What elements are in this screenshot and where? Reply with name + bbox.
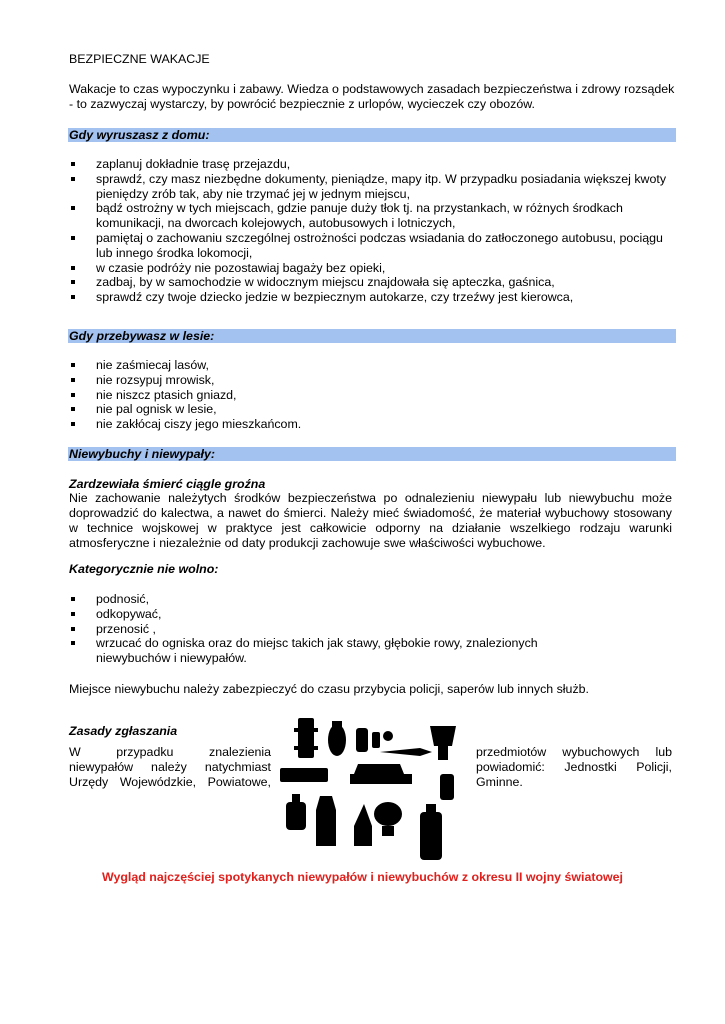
fuze-silhouette <box>383 731 393 741</box>
list-item: przenosić , <box>69 622 675 637</box>
report-right-rest: powiadomić: Jednostki Policji, Gminne. <box>476 760 672 789</box>
list-item: zaplanuj dokładnie trasę przejazdu, <box>69 157 675 172</box>
section-heading-unexploded: Niewybuchy i niewypały: <box>68 447 676 461</box>
list-item: odkopywać, <box>69 607 675 622</box>
unexploded-paragraph: Nie zachowanie należytych środków bezpieczeństwa po odnalezieniu niewypału lub niewybuchu może doprowadzić do kalectwa, a nawet do śmierci. Należy mieć świadomość, że materiał wybuchowy stosowany w technice wojskowej w praktyce jest całkowicie odporny na działanie wszelkiego rodzaju warunki atmosferyczne i niezależnie od daty produkcji zachowuje swe właściwości wybuchowe. <box>69 491 672 550</box>
report-heading: Zasady zgłaszania <box>69 724 178 738</box>
document-title: BEZPIECZNE WAKACJE <box>69 52 210 66</box>
list-item: podnosić, <box>69 592 675 607</box>
list-item: wrzucać do ogniska oraz do miejsc takich jak stawy, głębokie rowy, znalezionych niewybuchów i niewypałów. <box>69 636 675 666</box>
shell-silhouette <box>438 746 448 760</box>
section-heading-home: Gdy wyruszasz z domu: <box>68 128 676 142</box>
forest-list <box>69 358 675 432</box>
grenade-silhouette <box>372 732 380 748</box>
shell-silhouette <box>420 812 442 860</box>
home-list <box>69 157 675 305</box>
shell-silhouette <box>426 804 436 812</box>
list-item: nie niszcz ptasich gniazd, <box>69 388 675 403</box>
grenade-silhouette <box>440 774 454 800</box>
list-item: sprawdź, czy masz niezbędne dokumenty, pieniądze, mapy itp. W przypadku posiadania większej kwoty pieniędzy zrób tak, aby nie trzymać jej w jednym miejscu, <box>69 172 675 202</box>
section-heading-forest: Gdy przebywasz w lesie: <box>68 329 676 343</box>
report-text-left <box>69 745 271 790</box>
list-item: pamiętaj o zachowaniu szczególnej ostrożności podczas wsiadania do zatłoczonego autobusu, pociągu lub innego środka lokomocji, <box>69 231 675 261</box>
mine-silhouette <box>354 764 404 774</box>
bomb-silhouette <box>280 768 328 782</box>
projectile-silhouette <box>380 748 432 756</box>
list-item: nie rozsypuj mrowisk, <box>69 373 675 388</box>
forbidden-heading: Kategorycznie nie wolno: <box>69 562 219 576</box>
mine-silhouette <box>350 774 412 784</box>
shell-silhouette <box>298 718 314 758</box>
list-item: zadbaj, by w samochodzie w widocznym miejscu znajdowała się apteczka, gaśnica, <box>69 275 675 290</box>
list-item: w czasie podróży nie pozostawiaj bagaży bez opieki, <box>69 261 675 276</box>
mine-silhouette <box>332 721 342 727</box>
unexploded-subheading: Zardzewiała śmierć ciągle groźna <box>69 477 266 491</box>
list-item: bądź ostrożny w tych miejscach, gdzie panuje duży tłok tj. na przystankach, w różnych środkach komunikacji, na dworcach kolejowych, autobusowych i lotniczych, <box>69 201 675 231</box>
shell-silhouette <box>294 728 318 732</box>
report-text-right <box>476 745 672 790</box>
list-item: nie pal ognisk w lesie, <box>69 402 675 417</box>
mine-silhouette <box>328 724 346 756</box>
forbidden-list <box>69 592 675 666</box>
secure-text: Miejsce niewybuchu należy zabezpieczyć do czasu przybycia policji, saperów lub innych służb. <box>69 682 589 696</box>
list-item: sprawdź czy twoje dziecko jedzie w bezpiecznym autokarze, czy trzeźwy jest kierowca, <box>69 290 675 305</box>
shell-silhouette <box>316 796 336 846</box>
grenade-silhouette <box>356 728 368 752</box>
intro-paragraph: Wakacje to czas wypoczynku i zabawy. Wiedza o podstawowych zasadach bezpieczeństwa i zdrowy rozsądek - to zazwyczaj wystarczy, by powrócić bezpiecznie z urlopów, wycieczek czy obozów. <box>69 82 675 111</box>
figure-caption: Wygląd najczęściej spotykanych niewypałów i niewybuchów z okresu II wojny światowej <box>101 870 623 884</box>
shell-silhouette <box>294 746 318 750</box>
report-right-line: przedmiotów wybuchowych lub <box>476 745 672 759</box>
mine-silhouette <box>374 802 402 826</box>
grenade-silhouette <box>292 794 300 802</box>
mine-silhouette <box>382 826 394 836</box>
ordnance-illustration <box>280 716 470 861</box>
list-item: nie zaśmiecaj lasów, <box>69 358 675 373</box>
list-item: nie zakłócaj ciszy jego mieszkańcom. <box>69 417 675 432</box>
report-left-line: W przypadku znalezienia <box>69 745 271 759</box>
report-left-rest: niewypałów należy natychmiast Urzędy Wojewódzkie, Powiatowe, <box>69 760 271 789</box>
shell-silhouette <box>430 726 456 746</box>
projectile-silhouette <box>354 804 372 846</box>
grenade-silhouette <box>286 802 306 830</box>
